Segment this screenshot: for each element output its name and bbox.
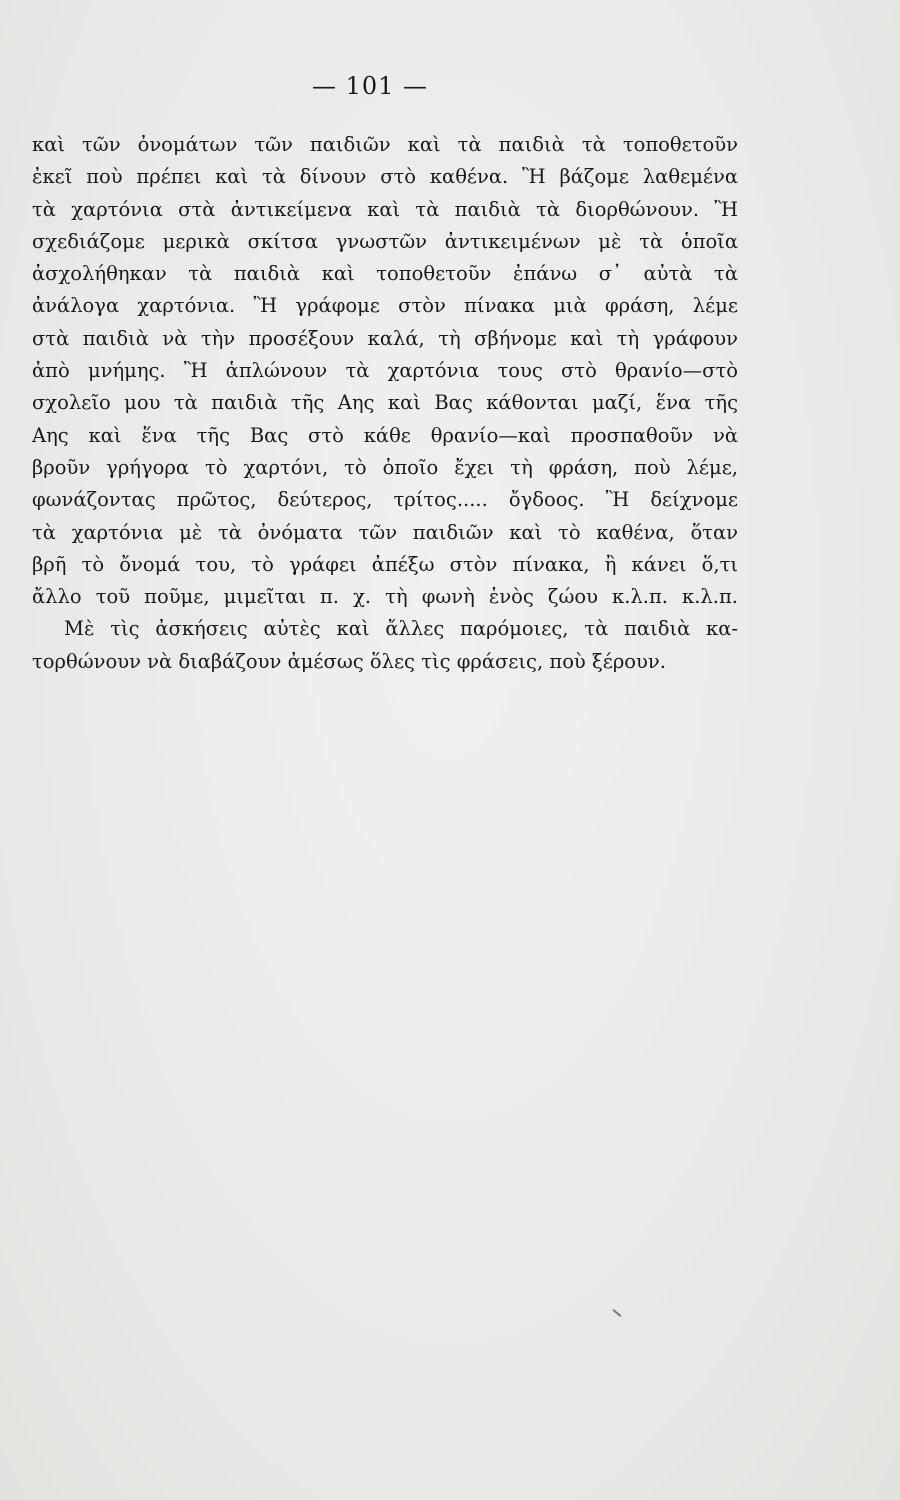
text-line: ἄλλο τοῦ ποῦμε, μιμεῖται π. χ. τὴ φωνὴ ἑνὸς ζώου κ.λ.π. κ.λ.π. [32,585,738,609]
paragraph-start-line: Μὲ τὶς ἀσκήσεις αὐτὲς καὶ ἄλλες παρόμοιες, τὰ παιδιὰ κα- [64,617,738,641]
text-line: ἀπὸ μνήμης. Ἢ ἁπλώνουν τὰ χαρτόνια τους στὸ θρανίο—στὸ [32,359,738,383]
text-line: βροῦν γρήγορα τὸ χαρτόνι, τὸ ὁποῖο ἔχει τὴ φράση, ποὺ λέμε, [32,455,738,479]
page-number: — 101 — [311,72,429,100]
text-line: φωνάζοντας πρῶτος, δεύτερος, τρίτος..... ὄγδοος. Ἢ δείχνομε [32,488,738,512]
text-line: καὶ τῶν ὀνομάτων τῶν παιδιῶν καὶ τὰ παιδιὰ τὰ τοποθετοῦν [32,133,738,156]
text-line: τὰ χαρτόνια μὲ τὰ ὀνόματα τῶν παιδιῶν καὶ τὸ καθένα, ὅταν [32,520,738,544]
text-line: σχεδιάζομε μερικὰ σκίτσα γνωστῶν ἀντικειμένων μὲ τὰ ὁποῖα [32,229,738,253]
text-line: βρῆ τὸ ὄνομά του, τὸ γράφει ἀπέξω στὸν πίνακα, ἢ κάνει ὅ,τι [32,552,738,576]
text-line: Αης καὶ ἕνα τῆς Βας στὸ κάθε θρανίο—καὶ προσπαθοῦν νὰ [32,423,738,447]
stray-mark [613,1309,622,1317]
body-text [32,129,738,678]
text-line: ἀνάλογα χαρτόνια. Ἢ γράφομε στὸν πίνακα μιὰ φράση, λέμε [32,294,738,318]
text-line: σχολεῖο μου τὰ παιδιὰ τῆς Αης καὶ Βας κάθονται μαζί, ἕνα τῆς [32,391,738,415]
text-line: τορθώνουν νὰ διαβάζουν ἀμέσως ὅλες τὶς φράσεις, ποὺ ξέρουν. [32,649,666,673]
text-line: ἐκεῖ ποὺ πρέπει καὶ τὰ δίνουν στὸ καθένα. Ἢ βάζομε λαθεμένα [32,165,738,189]
text-line: ἀσχολήθηκαν τὰ παιδιὰ καὶ τοποθετοῦν ἐπάνω σ᾿ αὐτὰ τὰ [32,262,738,286]
text-line: τὰ χαρτόνια στὰ ἀντικείμενα καὶ τὰ παιδιὰ τὰ διορθώνουν. Ἢ [32,197,738,221]
text-line: στὰ παιδιὰ νὰ τὴν προσέξουν καλά, τὴ σβήνομε καὶ τὴ γράφουν [32,326,738,350]
